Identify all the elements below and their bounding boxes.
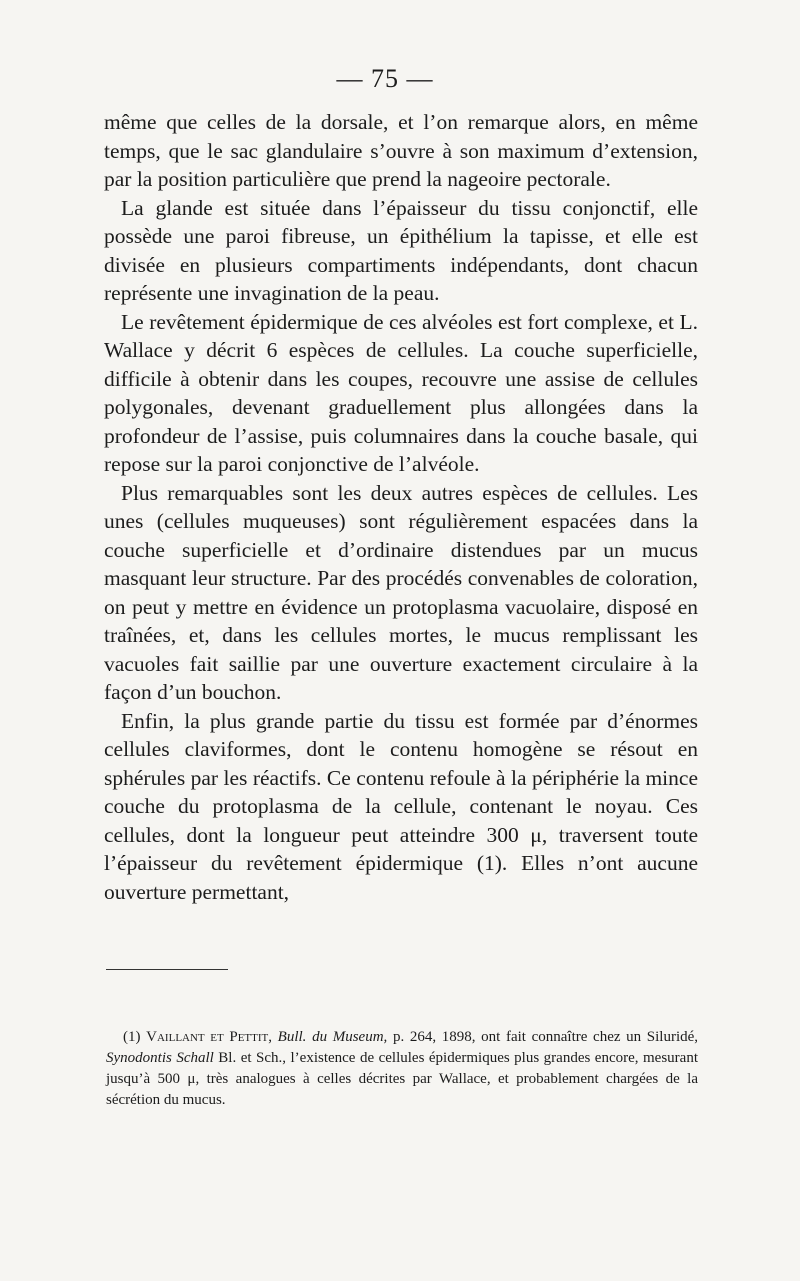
footnote-text-a: p. 264, 1898, ont fait connaître chez un Siluridé, bbox=[392, 1029, 699, 1045]
paragraph-gland-structure: La glande est située dans l’épaisseur du tissu conjonctif, elle possède une paroi fibreuse, un épithélium la tapisse, et elle est divisée en plusieurs compartiments indépendants, dont chacun représente une invagination de la peau. bbox=[104, 195, 698, 305]
paragraph-continuation: même que celles de la dorsale, et l’on remarque alors, en même temps, que le sac glandulaire s’ouvre à son maximum d’extension, par la position particulière que prend la nageoire pectorale. bbox=[104, 110, 698, 191]
paragraph-mucous-cells: Plus remarquables sont les deux autres espèces de cellules. Les unes (cellules muqueuses) sont régulièrement espacées dans la couche superficielle et d’ordinaire distendues par un mucus masquant leur structure. Par des procédés convenables de coloration, on peut y mettre en évidence un protoplasma vacuolaire, disposé en traînées, et, dans les cellules mortes, le mucus remplissant les vacuoles fait saillie par une ouverture exactement circulaire à la façon d’un bouchon. bbox=[104, 480, 698, 704]
paragraph-epidermal-lining: Le revêtement épidermique de ces alvéoles est fort complexe, et L. Wallace y décrit 6 espèces de cellules. La couche superficielle, difficile à obtenir dans les coupes, recouvre une assise de cellules polygonales, devenant graduellement plus allongées dans la profondeur de l’assise, puis columnaires dans la couche basale, qui repose sur la paroi conjonctive de l’alvéole. bbox=[104, 309, 698, 476]
footnote-divider bbox=[106, 969, 228, 970]
footnote-journal: Bull. du Museum, bbox=[277, 1029, 388, 1045]
footnote-text-b: Bl. et Sch., l’existence de cellules épidermiques plus grandes encore, mesurant jusqu’à 500 μ, très analogues à celles décrites par Wallace, et probablement chargées de la sécrétion du mucus. bbox=[106, 1050, 698, 1108]
footnote bbox=[106, 1027, 698, 1111]
page-number: — 75 — bbox=[336, 64, 434, 93]
main-text bbox=[104, 108, 698, 906]
footnote-species: Synodontis Schall bbox=[106, 1050, 214, 1066]
footnote-authors: Vaillant et Pettit, bbox=[146, 1029, 273, 1045]
paragraph-club-cells: Enfin, la plus grande partie du tissu est formée par d’énormes cellules claviformes, dont le contenu homogène se résout en sphérules par les réactifs. Ce contenu refoule à la périphérie la mince couche du protoplasma de la cellule, contenant le noyau. Ces cellules, dont la longueur peut atteindre 300 μ, traversent toute l’épaisseur du revêtement épidermique (1). Elles n’ont aucune ouverture permettant, bbox=[104, 708, 698, 904]
footnote-marker: (1) bbox=[123, 1029, 141, 1045]
